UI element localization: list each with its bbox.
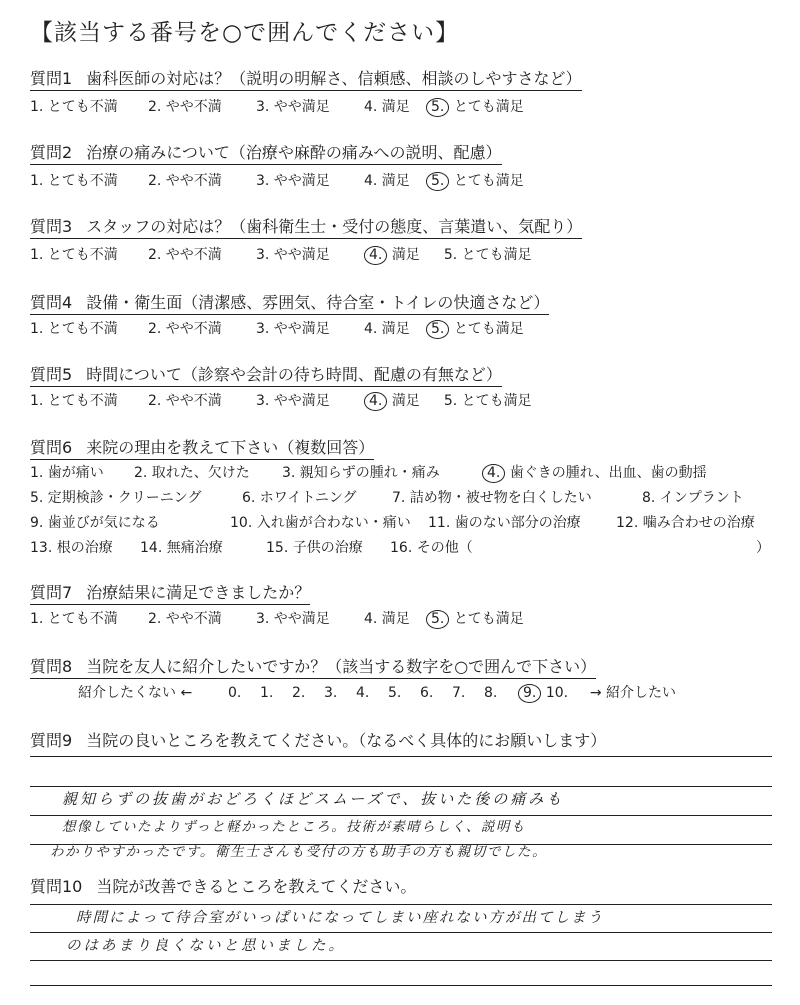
option[interactable]: 1. とても不満 xyxy=(30,321,118,337)
selected-circle[interactable]: 5. xyxy=(426,320,449,339)
option-label: 満足 xyxy=(391,247,420,263)
question-3 xyxy=(30,214,582,239)
option[interactable]: 3. やや満足 xyxy=(256,611,330,627)
option[interactable]: 11. 歯のない部分の治療 xyxy=(428,515,581,531)
selected-circle[interactable]: 5. xyxy=(426,172,449,191)
q5-options xyxy=(30,390,532,411)
q7-options xyxy=(30,608,524,629)
option[interactable]: 15. 子供の治療 xyxy=(266,540,363,556)
option[interactable]: 8. インプラント xyxy=(642,490,744,506)
question-text: 歯科医師の対応は？（説明の明解さ、信頼感、相談のしやすさなど） xyxy=(86,69,582,88)
q2-options xyxy=(30,170,524,191)
question-number: 質問5 xyxy=(30,365,73,384)
scale-option[interactable]: 3. xyxy=(324,685,338,701)
option[interactable]: 1. とても不満 xyxy=(30,99,118,115)
scale-option[interactable]: 4. xyxy=(356,685,370,701)
option[interactable]: 4. 満足 xyxy=(364,173,410,189)
option[interactable]: 4. 満足 xyxy=(364,99,410,115)
option[interactable]: 5. とても満足 xyxy=(443,247,532,263)
selected-circle[interactable]: 5. xyxy=(426,98,449,117)
q6-options-row3 xyxy=(30,512,755,532)
option[interactable]: 4. 満足 xyxy=(364,321,410,337)
scale-option[interactable]: 6. xyxy=(420,685,434,701)
question-number: 質問7 xyxy=(30,583,73,602)
question-number: 質問8 xyxy=(30,657,73,676)
selected-circle[interactable]: 5. xyxy=(426,610,449,629)
q8-scale xyxy=(78,682,676,703)
option[interactable]: 3. やや満足 xyxy=(256,321,330,337)
question-text: 治療の痛みについて（治療や麻酔の痛みへの説明、配慮） xyxy=(86,143,502,162)
question-number: 質問4 xyxy=(30,293,73,312)
option[interactable]: 1. とても不満 xyxy=(30,247,118,263)
option[interactable]: 3. 親知らずの腫れ・痛み xyxy=(282,465,440,481)
handwritten-answer-line[interactable]: 時間によって待合室がいっぱいになってしまい座れない方が出てしまう xyxy=(76,910,604,926)
answer-line xyxy=(30,985,772,986)
option[interactable]: 16. その他（ xyxy=(390,540,473,556)
question-text: スタッフの対応は？（歯科衛生士・受付の態度、言葉遣い、気配り） xyxy=(86,217,583,236)
other-close-paren: ） xyxy=(756,540,770,556)
option[interactable]: 2. やや不満 xyxy=(148,611,222,627)
question-8 xyxy=(30,654,596,679)
question-text: 設備・衛生面（清潔感、雰囲気、待合室・トイレの快適さなど） xyxy=(86,293,550,312)
question-number: 質問3 xyxy=(30,217,73,236)
q4-options xyxy=(30,318,524,339)
scale-option[interactable]: 8. xyxy=(484,685,498,701)
question-number: 質問2 xyxy=(30,143,73,162)
question-number: 質問10 xyxy=(30,877,83,896)
scale-option[interactable]: 0. xyxy=(228,685,242,701)
handwritten-answer-line[interactable]: わかりやすかったです。衛生士さんも受付の方も助手の方も親切でした。 xyxy=(50,844,548,860)
question-text: 治療結果に満足できましたか？ xyxy=(86,583,311,602)
handwritten-answer-line[interactable]: 親知らずの抜歯がおどろくほどスムーズで、抜いた後の痛みも xyxy=(62,790,565,808)
page-title: 【該当する番号を○で囲んでください】 xyxy=(30,20,460,46)
option[interactable]: 4. 満足 xyxy=(364,611,410,627)
question-text: 当院を友人に紹介したいですか？（該当する数字を○で囲んで下さい） xyxy=(86,657,597,676)
selected-circle[interactable]: 4. xyxy=(482,464,505,483)
handwritten-answer-line[interactable]: 想像していたよりずっと軽かったところ。技術が素晴らしく、説明も xyxy=(62,819,526,835)
option[interactable]: 3. やや満足 xyxy=(256,393,330,409)
q6-options-row2 xyxy=(30,487,744,507)
option[interactable]: 2. やや不満 xyxy=(148,99,222,115)
option[interactable]: 2. やや不満 xyxy=(148,247,222,263)
option[interactable]: 12. 噛み合わせの治療 xyxy=(616,515,755,531)
question-5 xyxy=(30,362,502,387)
selected-circle[interactable]: 4. xyxy=(364,392,387,411)
question-1 xyxy=(30,66,582,91)
scale-option[interactable]: 1. xyxy=(260,685,274,701)
question-number: 質問9 xyxy=(30,731,73,750)
option-label: とても満足 xyxy=(453,173,524,189)
scale-option[interactable]: 2. xyxy=(292,685,306,701)
question-7 xyxy=(30,580,310,605)
option[interactable]: 6. ホワイトニング xyxy=(242,490,357,506)
answer-line xyxy=(30,932,772,933)
option[interactable]: 1. 歯が痛い xyxy=(30,465,104,481)
question-number: 質問6 xyxy=(30,438,73,457)
option[interactable]: 1. とても不満 xyxy=(30,173,118,189)
q6-options-row1 xyxy=(30,462,707,483)
option-label: とても満足 xyxy=(453,99,524,115)
question-text: 当院が改善できるところを教えてください。 xyxy=(96,877,417,896)
scale-left-label: 紹介したくない ← xyxy=(78,685,193,701)
q1-options xyxy=(30,96,524,117)
option-label: 歯ぐきの腫れ、出血、歯の動揺 xyxy=(509,465,707,481)
option-label: 満足 xyxy=(391,393,420,409)
option[interactable]: 3. やや満足 xyxy=(256,99,330,115)
question-text: 時間について（診察や会計の待ち時間、配慮の有無など） xyxy=(86,365,502,384)
question-10 xyxy=(30,874,416,897)
answer-line xyxy=(30,960,772,961)
scale-option[interactable]: 10. xyxy=(545,685,569,701)
option[interactable]: 2. やや不満 xyxy=(148,173,222,189)
handwritten-answer-line[interactable]: のはあまり良くないと思いました。 xyxy=(66,938,346,954)
selected-circle[interactable]: 4. xyxy=(364,246,387,265)
question-number: 質問1 xyxy=(30,69,73,88)
option[interactable]: 1. とても不満 xyxy=(30,393,118,409)
option[interactable]: 1. とても不満 xyxy=(30,611,118,627)
scale-right-label: → 紹介したい xyxy=(589,685,676,701)
option[interactable]: 14. 無痛治療 xyxy=(140,540,223,556)
option-label: とても満足 xyxy=(453,321,524,337)
question-6 xyxy=(30,435,374,460)
option[interactable]: 2. 取れた、欠けた xyxy=(134,465,250,481)
option[interactable]: 3. やや満足 xyxy=(256,173,330,189)
question-2 xyxy=(30,140,502,165)
option[interactable]: 13. 根の治療 xyxy=(30,540,113,556)
option[interactable]: 9. 歯並びが気になる xyxy=(30,515,160,531)
q6-options-row4 xyxy=(30,537,473,557)
scale-option[interactable]: 7. xyxy=(452,685,466,701)
question-4 xyxy=(30,290,549,315)
option[interactable]: 3. やや満足 xyxy=(256,247,330,263)
option[interactable]: 2. やや不満 xyxy=(148,321,222,337)
answer-line xyxy=(30,756,772,757)
answer-line xyxy=(30,904,772,905)
option[interactable]: 7. 詰め物・被せ物を白くしたい xyxy=(392,490,592,506)
option[interactable]: 10. 入れ歯が合わない・痛い xyxy=(230,515,411,531)
answer-line xyxy=(30,786,772,787)
question-text: 当院の良いところを教えてください。（なるべく具体的にお願いします） xyxy=(86,731,607,750)
selected-circle[interactable]: 9. xyxy=(518,684,541,703)
question-9 xyxy=(30,728,606,751)
question-text: 来院の理由を教えて下さい（複数回答） xyxy=(86,438,375,457)
option[interactable]: 2. やや不満 xyxy=(148,393,222,409)
option[interactable]: 5. とても満足 xyxy=(443,393,532,409)
option[interactable]: 5. 定期検診・クリーニング xyxy=(30,490,202,506)
option-label: とても満足 xyxy=(453,611,524,627)
scale-option[interactable]: 5. xyxy=(388,685,402,701)
q3-options xyxy=(30,244,532,265)
